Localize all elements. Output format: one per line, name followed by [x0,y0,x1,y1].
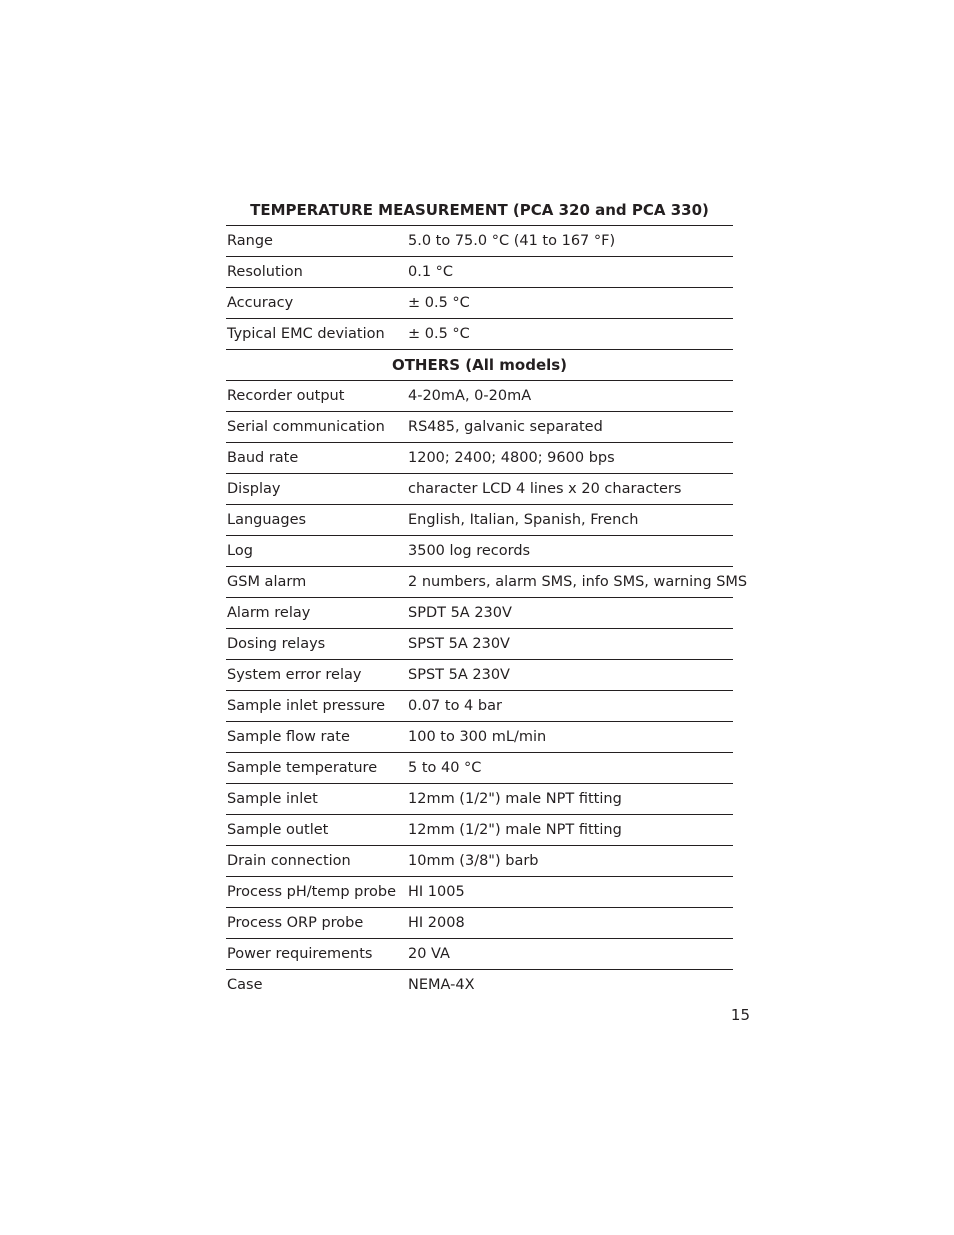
spec-row-system-error-relay [226,660,733,691]
spec-label: Typical EMC deviation [227,326,385,342]
spec-value: ± 0.5 °C [408,295,470,311]
spec-label: GSM alarm [227,574,307,590]
spec-label: Sample inlet pressure [227,698,386,714]
spec-row-dosing-relays [226,629,733,660]
spec-row-power-requirements [226,939,733,970]
spec-value: NEMA-4X [408,977,475,993]
section-heading-others: OTHERS (All models) [226,350,733,381]
spec-row-sample-inlet-pressure [226,691,733,722]
spec-value: 2 numbers, alarm SMS, info SMS, warning SMS [408,574,748,590]
page-number: 15 [730,1006,750,1024]
spec-row-alarm-relay [226,598,733,629]
spec-label: Power requirements [227,946,373,962]
spec-row-sample-temperature [226,753,733,784]
spec-row-gsm-alarm [226,567,748,598]
spec-label: Sample inlet [227,791,318,807]
spec-value: English, Italian, Spanish, French [408,512,639,528]
spec-label: Range [227,233,273,249]
spec-value: HI 2008 [408,915,465,931]
spec-row-sample-outlet [226,815,733,846]
spec-row-range [226,226,733,257]
spec-row-serial-communication [226,412,733,443]
spec-label: Case [227,977,263,993]
spec-label: Sample temperature [227,760,378,776]
spec-value: SPST 5A 230V [408,667,510,683]
spec-row-resolution [226,257,733,288]
spec-label: Display [227,481,281,497]
spec-value: 12mm (1/2") male NPT fitting [408,822,622,838]
spec-label: Dosing relays [227,636,326,652]
spec-label: Accuracy [227,295,294,311]
spec-value: 12mm (1/2") male NPT fitting [408,791,622,807]
spec-row-display [226,474,733,505]
spec-label: Baud rate [227,450,299,466]
spec-row-case [226,970,733,1001]
spec-row-process-ph-temp-probe [226,877,733,908]
spec-label: Sample flow rate [227,729,350,745]
spec-label: Alarm relay [227,605,311,621]
spec-label: Resolution [227,264,303,280]
spec-value: 10mm (3/8") barb [408,853,539,869]
spec-label: Languages [227,512,307,528]
spec-row-process-orp-probe [226,908,733,939]
spec-label: Recorder output [227,388,345,404]
spec-value: 0.07 to 4 bar [408,698,502,714]
spec-label: Process ORP probe [227,915,364,931]
spec-value: 20 VA [408,946,450,962]
spec-value: 1200; 2400; 4800; 9600 bps [408,450,615,466]
spec-value: HI 1005 [408,884,465,900]
spec-row-accuracy [226,288,733,319]
spec-row-sample-inlet [226,784,733,815]
spec-value: 100 to 300 mL/min [408,729,547,745]
spec-row-recorder-output [226,381,733,412]
spec-row-log [226,536,733,567]
spec-row-sample-flow-rate [226,722,733,753]
spec-label: Drain connection [227,853,351,869]
spec-value: 3500 log records [408,543,531,559]
spec-label: System error relay [227,667,362,683]
spec-value: 5.0 to 75.0 °C (41 to 167 °F) [408,233,616,249]
spec-label: Log [227,543,253,559]
spec-label: Process pH/temp probe [227,884,396,900]
spec-row-languages [226,505,733,536]
spec-value: character LCD 4 lines x 20 characters [408,481,682,497]
section-heading-temperature: TEMPERATURE MEASUREMENT (PCA 320 and PCA 330) [226,195,733,226]
spec-value: RS485, galvanic separated [408,419,603,435]
spec-value: 5 to 40 °C [408,760,482,776]
spec-row-drain-connection [226,846,733,877]
spec-row-emc-deviation [226,319,733,350]
spec-table [226,195,748,1001]
spec-value: SPST 5A 230V [408,636,510,652]
spec-value: SPDT 5A 230V [408,605,512,621]
spec-row-baud-rate [226,443,733,474]
spec-value: 4-20mA, 0-20mA [408,388,532,404]
spec-value: ± 0.5 °C [408,326,470,342]
spec-value: 0.1 °C [408,264,454,280]
spec-label: Serial communication [227,419,385,435]
spec-label: Sample outlet [227,822,329,838]
